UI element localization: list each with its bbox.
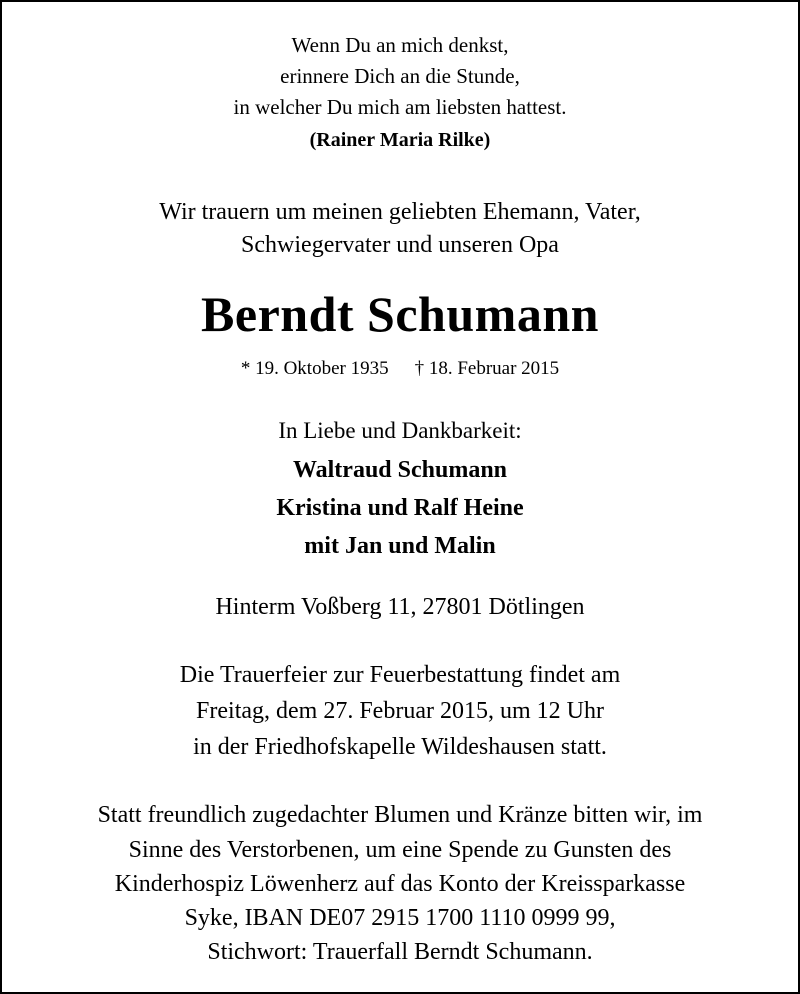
donation-line: Kinderhospiz Löwenherz auf das Konto der Kreissparkasse bbox=[114, 871, 686, 897]
poem-author: (Rainer Maria Rilke) bbox=[309, 129, 491, 151]
mourner-name: mit Jan und Malin bbox=[304, 533, 496, 559]
donation-line: Stichwort: Trauerfall Berndt Schumann. bbox=[207, 939, 593, 965]
donation-line: Statt freundlich zugedachter Blumen und Kränze bitten wir, im bbox=[97, 802, 703, 828]
poem-line: erinnere Dich an die Stunde, bbox=[280, 64, 520, 88]
intro-line: Wir trauern um meinen geliebten Ehemann, Vater, bbox=[159, 199, 641, 225]
intro-line: Schwiegervater und unseren Opa bbox=[241, 232, 559, 258]
mourner-name: Waltraud Schumann bbox=[292, 457, 508, 483]
service-line: Die Trauerfeier zur Feuerbestattung findet am bbox=[179, 662, 621, 688]
donation-line: Sinne des Verstorbenen, um eine Spende zu Gunsten des bbox=[128, 837, 672, 863]
mourner-name: Kristina und Ralf Heine bbox=[276, 495, 524, 521]
death-date: † 18. Februar 2015 bbox=[414, 358, 560, 379]
deceased-name: Berndt Schumann bbox=[201, 286, 599, 342]
service-line: Freitag, dem 27. Februar 2015, um 12 Uhr bbox=[196, 698, 604, 724]
mourners-heading: In Liebe und Dankbarkeit: bbox=[278, 418, 522, 443]
address: Hinterm Voßberg 11, 27801 Dötlingen bbox=[215, 594, 585, 620]
donation-line: Syke, IBAN DE07 2915 1700 1110 0999 99, bbox=[184, 905, 616, 931]
life-dates bbox=[2, 358, 798, 380]
birth-date: * 19. Oktober 1935 bbox=[240, 358, 389, 379]
poem-line: Wenn Du an mich denkst, bbox=[291, 33, 509, 57]
poem-line: in welcher Du mich am liebsten hattest. bbox=[233, 95, 567, 119]
service-line: in der Friedhofskapelle Wildeshausen statt. bbox=[193, 734, 607, 760]
